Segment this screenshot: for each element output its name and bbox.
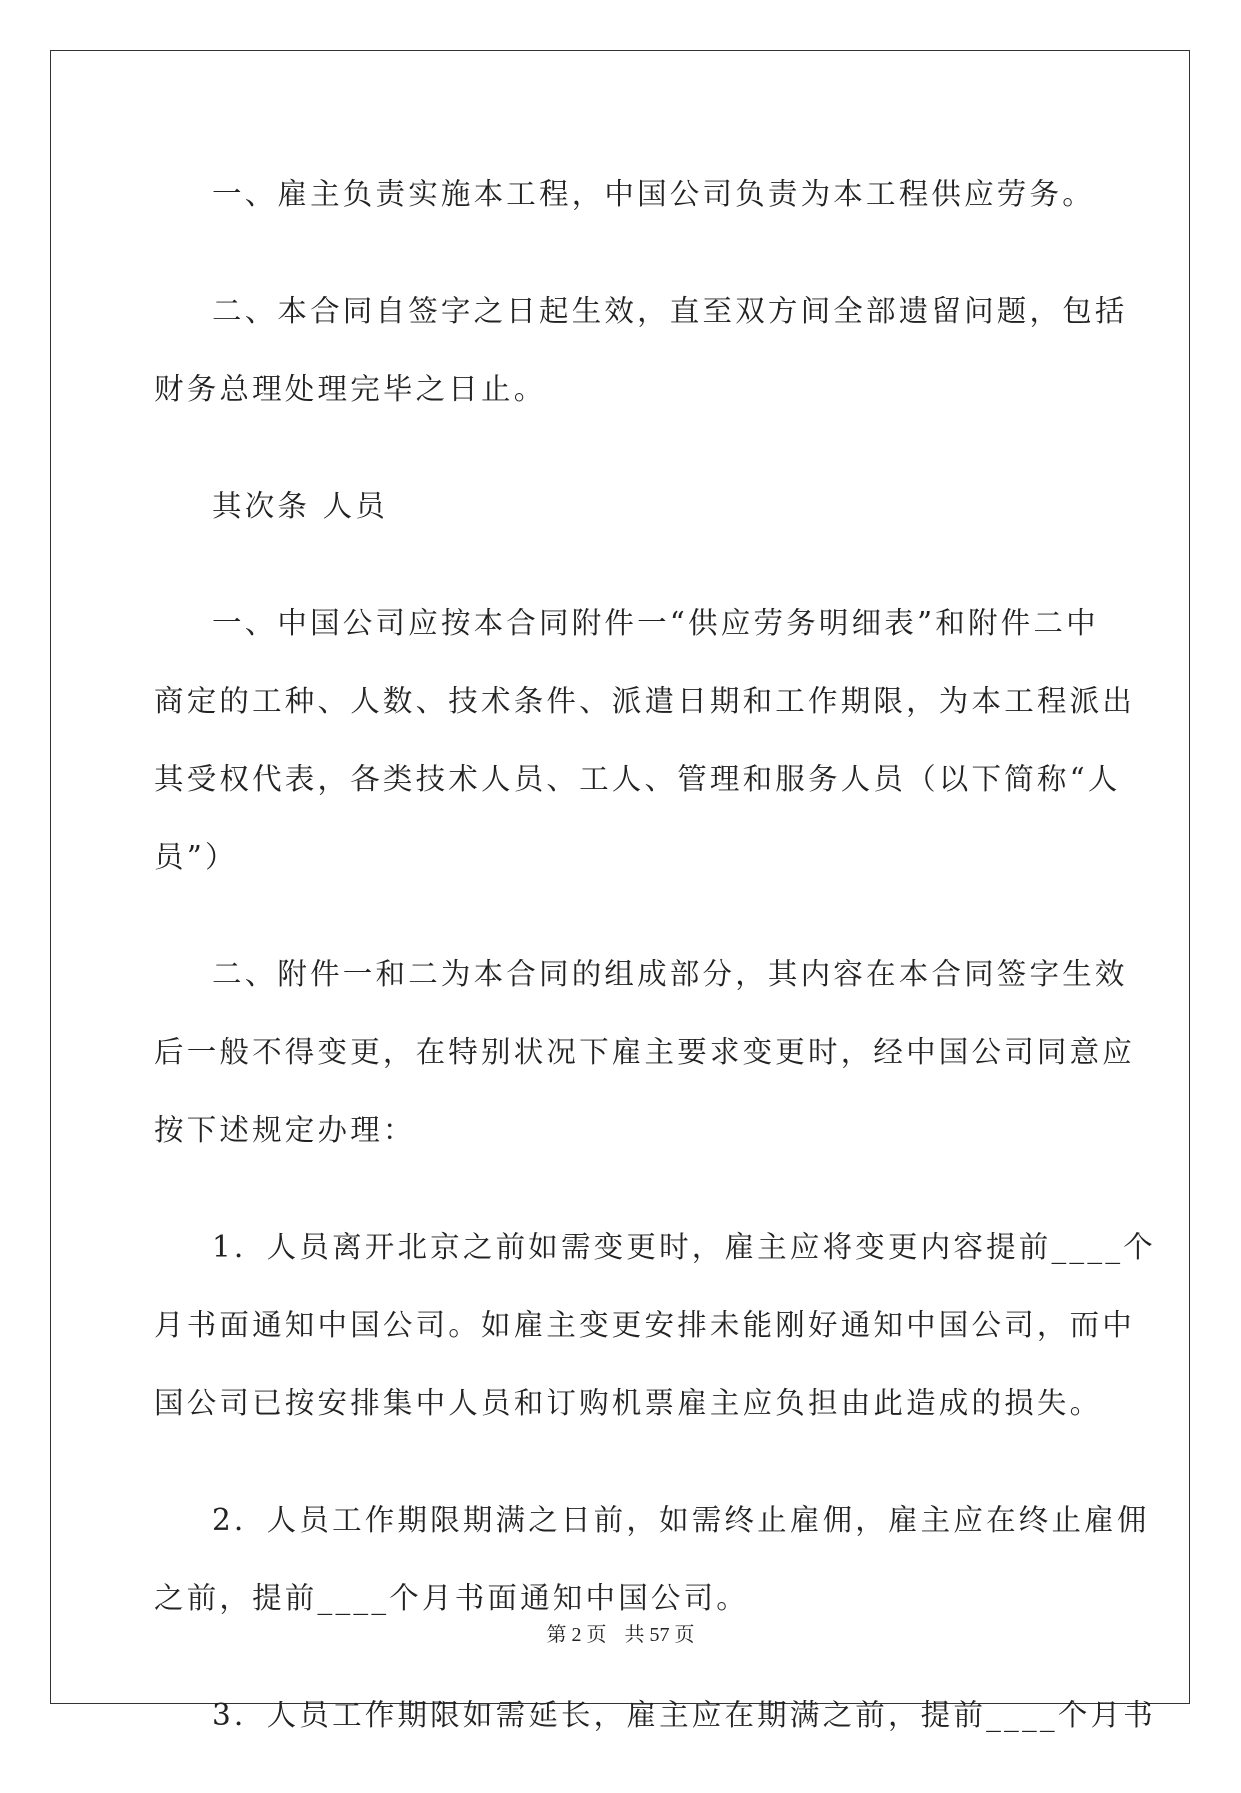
section-heading-text: 其次条 人员 xyxy=(212,489,389,523)
page-footer xyxy=(0,1618,1241,1647)
paragraph-line: 二、本合同自签字之日起生效，直至双方间全部遗留问题，包括 xyxy=(212,294,1128,328)
paragraph-6 xyxy=(154,1208,1156,1442)
paragraph-line: 财务总理处理完毕之日止。 xyxy=(154,372,547,406)
paragraph-line: 一、雇主负责实施本工程，中国公司负责为本工程供应劳务。 xyxy=(212,177,1095,211)
page-total: 共 57 页 xyxy=(624,1624,695,1646)
paragraph-line: 之前，提前____个月书面通知中国公司。 xyxy=(154,1581,750,1615)
paragraph-line: 一、中国公司应按本合同附件一“供应劳务明细表”和附件二中 xyxy=(212,606,1099,640)
paragraph-7 xyxy=(154,1481,1150,1637)
paragraph-line: 2．人员工作期限期满之日前，如需终止雇佣，雇主应在终止雇佣 xyxy=(212,1503,1150,1537)
paragraph-1 xyxy=(154,155,1095,233)
paragraph-8 xyxy=(154,1676,1156,1754)
paragraph-line: 商定的工种、人数、技术条件、派遣日期和工作期限，为本工程派出 xyxy=(154,684,1136,718)
paragraph-line: 后一般不得变更，在特别状况下雇主要求变更时，经中国公司同意应 xyxy=(154,1035,1136,1069)
paragraph-line: 按下述规定办理： xyxy=(154,1113,416,1147)
paragraph-4 xyxy=(154,584,1136,896)
paragraph-line: 1．人员离开北京之前如需变更时，雇主应将变更内容提前____个 xyxy=(212,1230,1156,1264)
paragraph-line: 3．人员工作期限如需延长，雇主应在期满之前，提前____个月书 xyxy=(212,1698,1156,1732)
paragraph-line: 二、附件一和二为本合同的组成部分，其内容在本合同签字生效 xyxy=(212,957,1128,991)
paragraph-line: 国公司已按安排集中人员和订购机票雇主应负担由此造成的损失。 xyxy=(154,1386,1103,1420)
page-number: 第 2 页 xyxy=(546,1624,607,1646)
paragraph-5 xyxy=(154,935,1136,1169)
paragraph-line: 月书面通知中国公司。如雇主变更安排未能刚好通知中国公司，而中 xyxy=(154,1308,1136,1342)
paragraph-2 xyxy=(154,272,1128,428)
document-body xyxy=(154,155,1156,1793)
paragraph-line: 员”） xyxy=(154,840,238,874)
section-heading xyxy=(154,467,1088,545)
paragraph-line: 其受权代表，各类技术人员、工人、管理和服务人员（以下简称“人 xyxy=(154,762,1121,796)
